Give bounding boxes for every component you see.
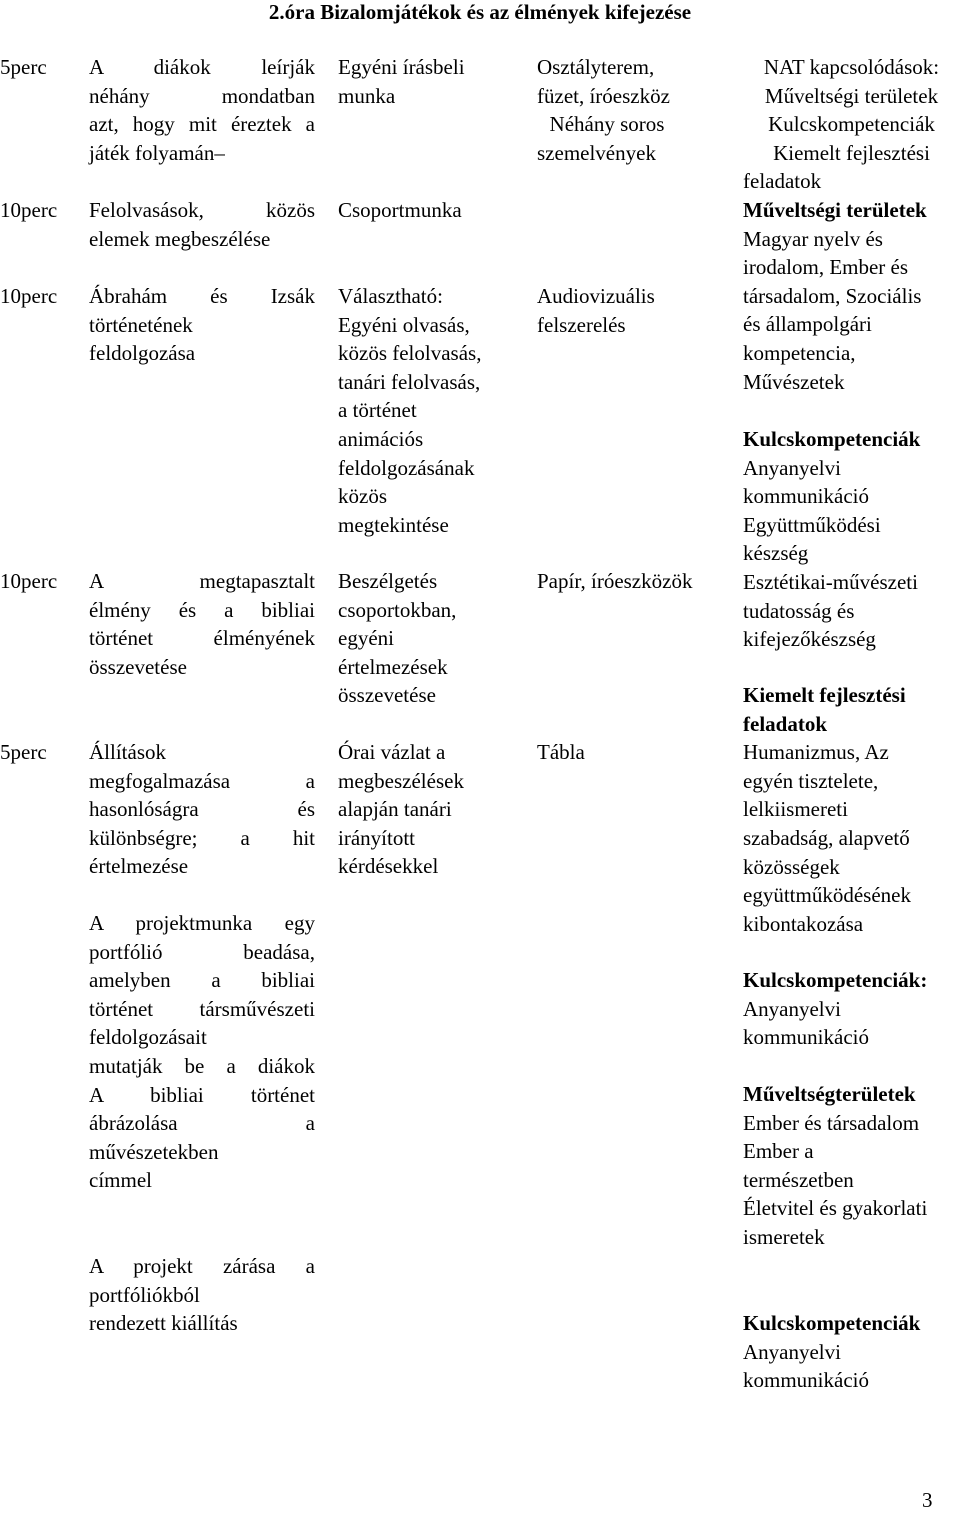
row-method bbox=[338, 53, 523, 110]
nat-section bbox=[743, 1080, 960, 1252]
nat-line: lelkiismereti bbox=[743, 797, 848, 822]
nat-header-line: Kulcskompetenciák bbox=[768, 112, 935, 137]
activity-line: feldolgozása bbox=[89, 341, 196, 366]
nat-header bbox=[743, 53, 960, 196]
row-method bbox=[338, 282, 523, 539]
nat-line: Anyanyelvi bbox=[743, 455, 841, 480]
method-line: közös bbox=[338, 484, 387, 509]
nat-line: Anyanyelvi bbox=[743, 1339, 841, 1364]
method-line: csoportokban, bbox=[338, 597, 457, 622]
row-time: 5perc bbox=[0, 55, 47, 79]
project-line: rendezett kiállítás bbox=[89, 1311, 238, 1336]
activity-line: értelmezése bbox=[89, 854, 189, 879]
nat-section bbox=[743, 1309, 960, 1395]
nat-section-title: Kulcskompetenciák: bbox=[743, 968, 928, 992]
row-activity bbox=[89, 196, 315, 253]
row-activity bbox=[89, 282, 315, 368]
nat-line: irodalom, Ember és bbox=[743, 255, 909, 280]
nat-section-title: Kiemelt fejlesztési bbox=[743, 683, 906, 707]
row-time: 10perc bbox=[0, 198, 58, 222]
page-title: 2.óra Bizalomjátékok és az élmények kifejezése bbox=[268, 0, 692, 24]
nat-line: kibontakozása bbox=[743, 911, 864, 936]
method-line: értelmezések bbox=[338, 654, 448, 679]
method-line: tanári felolvasás, bbox=[338, 369, 481, 394]
activity-line: Állítások bbox=[89, 740, 166, 764]
activity-line: Felolvasások, közös bbox=[89, 198, 315, 222]
method-line: megbeszélések bbox=[338, 768, 464, 793]
activity-line: hasonlóságra és bbox=[89, 797, 315, 822]
tools-line: Tábla bbox=[537, 740, 585, 764]
project-line: A bibliai történet bbox=[89, 1082, 315, 1107]
nat-line: Anyanyelvi bbox=[743, 996, 841, 1021]
tools-line: Audiovizuális bbox=[537, 284, 655, 308]
nat-line: Esztétikai-művészeti bbox=[743, 569, 918, 594]
row-method bbox=[338, 196, 523, 225]
nat-section-title: Műveltségterületek bbox=[743, 1082, 916, 1106]
project-line: művészetekben bbox=[89, 1139, 219, 1164]
method-line: animációs bbox=[338, 426, 424, 451]
project-line: feldolgozásait bbox=[89, 1025, 207, 1050]
project-line: portfólió beadása, bbox=[89, 939, 315, 964]
project-line: történet társművészeti bbox=[89, 996, 315, 1021]
project-line: mutatják be a diákok bbox=[89, 1053, 315, 1078]
method-line: közös felolvasás, bbox=[338, 341, 482, 366]
row-tools bbox=[537, 282, 732, 339]
project-closing bbox=[89, 1252, 315, 1338]
method-line: összevetése bbox=[338, 683, 436, 708]
nat-section bbox=[743, 425, 960, 654]
row-time: 10perc bbox=[0, 569, 58, 593]
method-line: munka bbox=[338, 83, 396, 108]
method-line: Beszélgetés bbox=[338, 569, 438, 593]
method-line: a történet bbox=[338, 398, 417, 423]
activity-line: azt, hogy mit éreztek a bbox=[89, 112, 315, 137]
nat-line: Életvitel és gyakorlati bbox=[743, 1196, 928, 1221]
nat-line: Művészetek bbox=[743, 369, 845, 394]
method-line: Egyéni írásbeli bbox=[338, 55, 465, 79]
nat-line: Ember a bbox=[743, 1139, 814, 1164]
nat-line: együttműködésének bbox=[743, 883, 911, 908]
activity-line: néhány mondatban bbox=[89, 83, 315, 108]
tools-line: Papír, íróeszközök bbox=[537, 569, 693, 593]
nat-line: készség bbox=[743, 541, 809, 566]
activity-line: különbségre; a hit bbox=[89, 825, 315, 850]
nat-section-title: feladatok bbox=[743, 711, 827, 736]
nat-line: szabadság, alapvető bbox=[743, 825, 910, 850]
page-number: 3 bbox=[922, 1488, 933, 1512]
method-line: Választható: bbox=[338, 284, 443, 308]
nat-line: egyén tisztelete, bbox=[743, 768, 879, 793]
activity-line: Ábrahám és Izsák bbox=[89, 284, 315, 308]
project-line: ábrázolása a bbox=[89, 1111, 315, 1136]
method-line: alapján tanári bbox=[338, 797, 452, 822]
nat-line: közösségek bbox=[743, 854, 840, 879]
project-line: A projekt zárása a bbox=[89, 1254, 315, 1278]
method-line: Órai vázlat a bbox=[338, 740, 446, 764]
nat-line: tudatosság és bbox=[743, 598, 855, 623]
nat-header-line: Kiemelt fejlesztési bbox=[773, 140, 930, 165]
nat-line: kommunikáció bbox=[743, 1025, 869, 1050]
nat-line: Együttműködési bbox=[743, 512, 881, 537]
row-activity bbox=[89, 738, 315, 881]
nat-header-line: NAT kapcsolódások: bbox=[763, 55, 940, 79]
row-tools bbox=[537, 738, 732, 767]
nat-header-line: Műveltségi területek bbox=[764, 83, 939, 108]
row-time: 10perc bbox=[0, 284, 58, 308]
row-activity bbox=[89, 567, 315, 681]
method-line: egyéni bbox=[338, 626, 394, 651]
project-line: címmel bbox=[89, 1168, 152, 1193]
row-method bbox=[338, 738, 523, 881]
row-activity bbox=[89, 53, 315, 167]
nat-line: kifejezőkészség bbox=[743, 627, 876, 652]
method-line: irányított bbox=[338, 825, 415, 850]
tools-line: felszerelés bbox=[537, 312, 626, 337]
activity-line: A diákok leírják bbox=[89, 55, 315, 79]
method-line: feldolgozásának bbox=[338, 455, 475, 480]
row-time: 5perc bbox=[0, 740, 47, 764]
project-description bbox=[89, 909, 315, 1195]
nat-line: Humanizmus, Az bbox=[743, 740, 889, 765]
project-line: amelyben a bibliai bbox=[89, 968, 315, 993]
nat-section-title: Kulcskompetenciák bbox=[743, 1311, 921, 1335]
method-line: Egyéni olvasás, bbox=[338, 312, 470, 337]
nat-section bbox=[743, 196, 960, 396]
nat-line: kompetencia, bbox=[743, 340, 856, 365]
nat-header-line: feladatok bbox=[743, 169, 822, 194]
activity-line: összevetése bbox=[89, 654, 187, 679]
project-line: A projektmunka egy bbox=[89, 911, 315, 935]
nat-section-title: Kulcskompetenciák bbox=[743, 427, 921, 451]
tools-line: szemelvények bbox=[537, 140, 656, 165]
row-tools bbox=[537, 567, 732, 596]
tools-line: füzet, íróeszköz bbox=[537, 83, 670, 108]
row-method bbox=[338, 567, 523, 710]
nat-section bbox=[743, 681, 960, 938]
row-tools bbox=[537, 53, 732, 167]
nat-line: Ember és társadalom bbox=[743, 1110, 920, 1135]
nat-line: ismeretek bbox=[743, 1224, 825, 1249]
tools-line: Néhány soros bbox=[549, 112, 665, 137]
activity-line: történetének bbox=[89, 312, 193, 337]
project-line: portfóliókból bbox=[89, 1282, 200, 1307]
nat-section-title: Műveltségi területek bbox=[743, 198, 927, 222]
nat-line: természetben bbox=[743, 1167, 854, 1192]
method-line: Csoportmunka bbox=[338, 198, 462, 222]
nat-section bbox=[743, 966, 960, 1052]
activity-line: A megtapasztalt bbox=[89, 569, 315, 593]
nat-line: kommunikáció bbox=[743, 484, 869, 509]
nat-line: kommunikáció bbox=[743, 1368, 869, 1393]
nat-line: Magyar nyelv és bbox=[743, 226, 883, 251]
tools-line: Osztályterem, bbox=[537, 55, 655, 79]
method-line: megtekintése bbox=[338, 512, 449, 537]
activity-line: játék folyamán– bbox=[89, 140, 225, 165]
activity-line: élmény és a bibliai bbox=[89, 597, 315, 622]
nat-line: társadalom, Szociális bbox=[743, 283, 922, 308]
method-line: kérdésekkel bbox=[338, 854, 439, 879]
activity-line: elemek megbeszélése bbox=[89, 226, 271, 251]
activity-line: megfogalmazása a bbox=[89, 768, 315, 793]
nat-line: és állampolgári bbox=[743, 312, 872, 337]
activity-line: történet élményének bbox=[89, 626, 315, 651]
